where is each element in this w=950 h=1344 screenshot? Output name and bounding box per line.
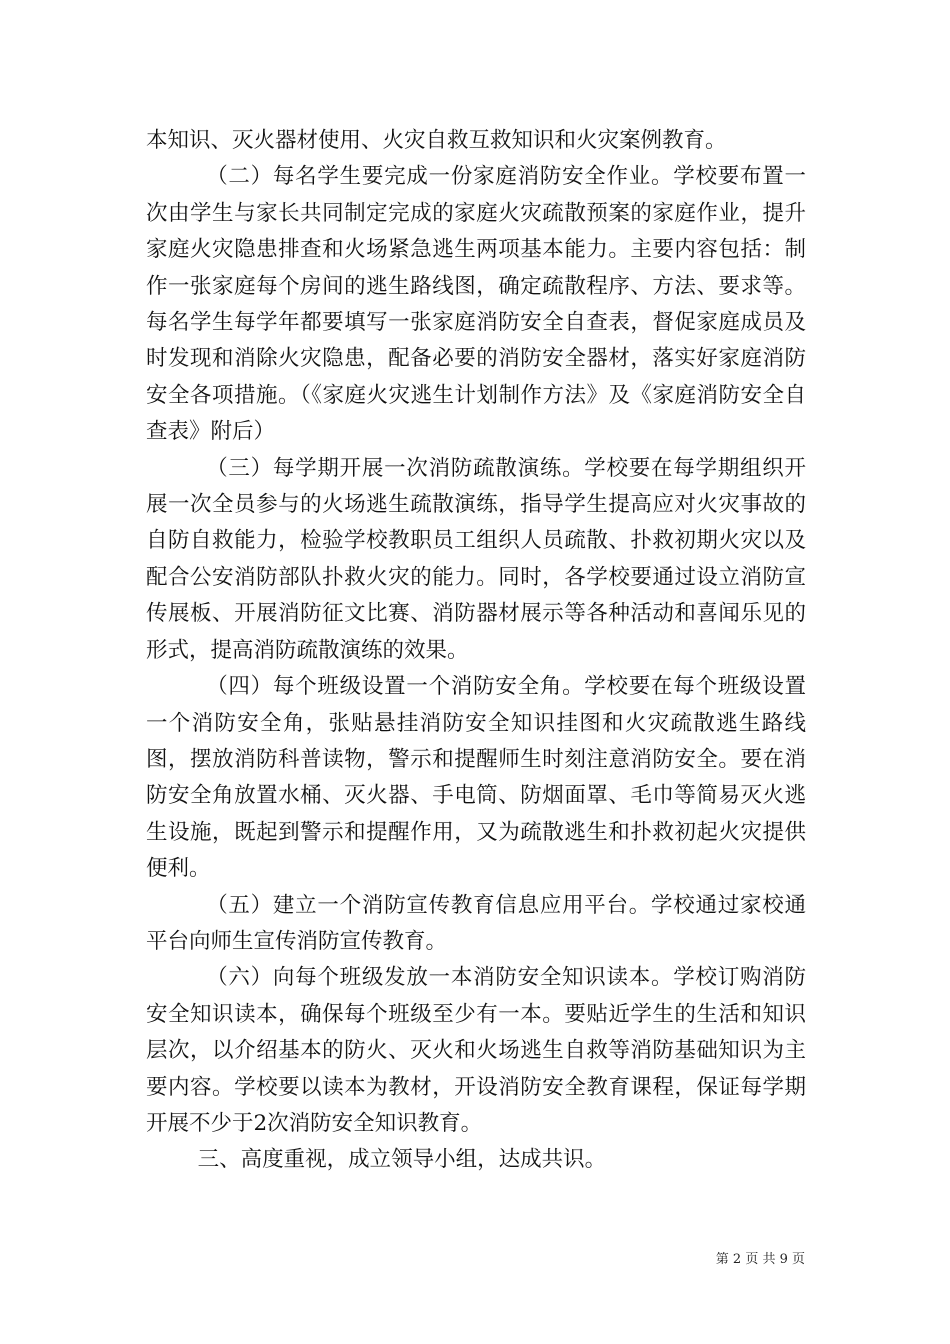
paragraph-continuation: 本知识、灭火器材使用、火灾自救互救知识和火灾案例教育。 — [146, 128, 727, 153]
page-number-footer: 第 2 页 共 9 页 — [715, 1252, 805, 1267]
paragraph-item-2: （二）每名学生要完成一份家庭消防安全作业。学校要布置一次由学生与家长共同制定完成的家庭火灾疏散预案的家庭作业，提升家庭火灾隐患排查和火场紧急逃生两项基本能力。主要内容包括：制作一张家庭每个房间的逃生路线图，确定疏散程序、方法、要求等。每名学生每学年都要填写一张家庭消防安全自查表，督促家庭成员及时发现和消除火灾隐患，配备必要的消防安全器材，落实好家庭消防安全各项措施。（《家庭火灾逃生计划制作方法》及《家庭消防安全自查表》附后） — [146, 164, 806, 445]
body-text — [146, 123, 806, 1179]
paragraph-item-4: （四）每个班级设置一个消防安全角。学校要在每个班级设置一个消防安全角，张贴悬挂消防安全知识挂图和火灾疏散逃生路线图，摆放消防科普读物，警示和提醒师生时刻注意消防安全。要在消防安全角放置水桶、灭火器、手电筒、防烟面罩、毛巾等简易灭火逃生设施，既起到警示和提醒作用，又为疏散逃生和扑救初起火灾提供便利。 — [146, 674, 806, 882]
section-heading-3: 三、高度重视，成立领导小组，达成共识。 — [197, 1147, 607, 1173]
paragraph-item-5: （五）建立一个消防宣传教育信息应用平台。学校通过家校通平台向师生宣传消防宣传教育。 — [146, 892, 806, 954]
paragraph-item-6: （六）向每个班级发放一本消防安全知识读本。学校订购消防安全知识读本，确保每个班级至少有一本。要贴近学生的生活和知识层次，以介绍基本的防火、灭火和火场逃生自救等消防基础知识为主要内容。学校要以读本为教材，开设消防安全教育课程，保证每学期开展不少于2次消防安全知识教育。 — [146, 965, 806, 1136]
paragraph-item-3: （三）每学期开展一次消防疏散演练。学校要在每学期组织开展一次全员参与的火场逃生疏散演练，指导学生提高应对火灾事故的自防自救能力，检验学校教职员工组织人员疏散、扑救初期火灾以及配合公安消防部队扑救火灾的能力。同时，各学校要通过设立消防宣传展板、开展消防征文比赛、消防器材展示等各种活动和喜闻乐见的形式，提高消防疏散演练的效果。 — [146, 455, 806, 663]
